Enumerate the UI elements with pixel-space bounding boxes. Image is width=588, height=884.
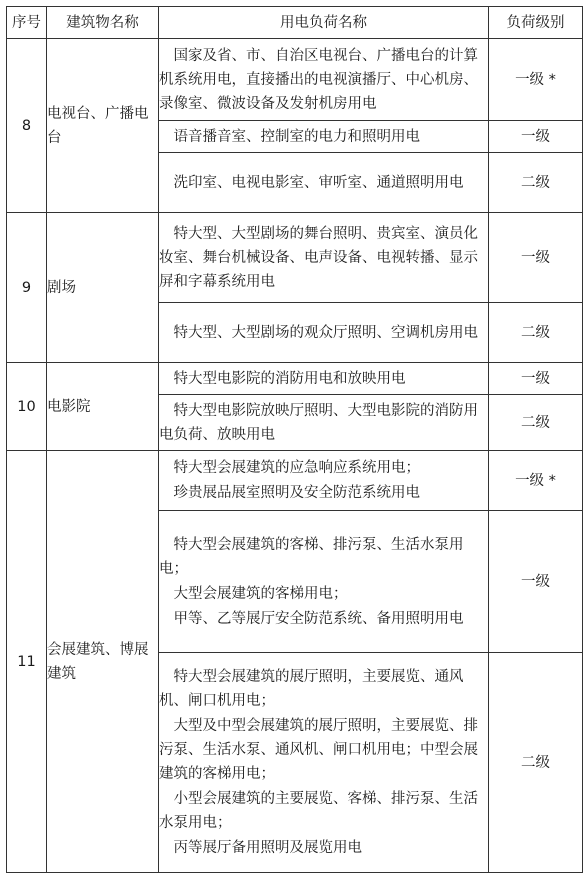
load-line: 特大型会展建筑的应急响应系统用电； xyxy=(173,460,420,476)
load-line: 珍贵展品展室照明及安全防范系统用电 xyxy=(173,485,420,501)
load-level: 二级 xyxy=(489,653,583,873)
building-name: 电影院 xyxy=(47,363,159,451)
load-level: 一级 * xyxy=(489,451,583,511)
load-line: 小型会展建筑的主要展览、客梯、排污泵、生活水泵用电； xyxy=(159,791,478,831)
header-no: 序号 xyxy=(7,7,47,39)
load-line: 大型及中型会展建筑的展厅照明，主要展览、排污泵、生活水泵、通风机、闸口机用电；中型会展建筑的客梯用电； xyxy=(159,718,478,782)
load-description xyxy=(159,303,489,363)
load-line: 特大型电影院放映厅照明、大型电影院的消防用电负荷、放映用电 xyxy=(159,402,478,443)
load-line: 甲等、乙等展厅安全防范系统、备用照明用电 xyxy=(173,610,464,627)
load-level: 一级 xyxy=(489,363,583,395)
header-level: 负荷级别 xyxy=(489,7,583,39)
header-load: 用电负荷名称 xyxy=(159,7,489,39)
load-description xyxy=(159,39,489,121)
building-name: 电视台、广播电台 xyxy=(47,39,159,213)
table-row xyxy=(7,213,583,303)
load-line: 特大型会展建筑的客梯、排污泵、生活水泵用电； xyxy=(159,536,464,577)
load-description xyxy=(159,511,489,653)
load-description xyxy=(159,451,489,511)
table-row xyxy=(7,363,583,395)
load-level: 二级 xyxy=(489,153,583,213)
load-line: 洗印室、电视电影室、审听室、通道照明用电 xyxy=(173,174,464,191)
group-number: 10 xyxy=(7,363,47,451)
group-number: 9 xyxy=(7,213,47,363)
load-level: 一级 xyxy=(489,121,583,153)
load-line: 特大型电影院的消防用电和放映用电 xyxy=(173,370,406,387)
group-number: 8 xyxy=(7,39,47,213)
load-description xyxy=(159,395,489,451)
load-level: 一级 xyxy=(489,511,583,653)
load-line: 特大型、大型剧场的舞台照明、贵宾室、演员化妆室、舞台机械设备、电声设备、电视转播、显示屏和字幕系统用电 xyxy=(159,225,478,290)
load-level: 二级 xyxy=(489,303,583,363)
load-line: 特大型会展建筑的展厅照明，主要展览、通风机、闸口机用电； xyxy=(159,669,464,709)
load-line: 丙等展厅备用照明及展览用电 xyxy=(173,840,362,856)
table-row xyxy=(7,39,583,121)
load-classification-table xyxy=(6,6,583,873)
load-level: 一级 xyxy=(489,213,583,303)
load-line: 语音播音室、控制室的电力和照明用电 xyxy=(173,128,420,145)
load-description xyxy=(159,121,489,153)
building-name: 剧场 xyxy=(47,213,159,363)
load-description xyxy=(159,363,489,395)
load-line: 大型会展建筑的客梯用电； xyxy=(173,585,348,602)
load-level: 一级 * xyxy=(489,39,583,121)
load-level: 二级 xyxy=(489,395,583,451)
header-building: 建筑物名称 xyxy=(47,7,159,39)
header-row xyxy=(7,7,583,39)
load-description xyxy=(159,153,489,213)
group-number: 11 xyxy=(7,451,47,873)
table-row xyxy=(7,451,583,511)
load-description xyxy=(159,653,489,873)
building-name: 会展建筑、博展建筑 xyxy=(47,451,159,873)
load-line: 特大型、大型剧场的观众厅照明、空调机房用电 xyxy=(173,324,478,341)
load-line: 国家及省、市、自治区电视台、广播电台的计算机系统用电，直接播出的电视演播厅、中心机房、录像室、微波设备及发射机房用电 xyxy=(159,47,478,112)
load-description xyxy=(159,213,489,303)
